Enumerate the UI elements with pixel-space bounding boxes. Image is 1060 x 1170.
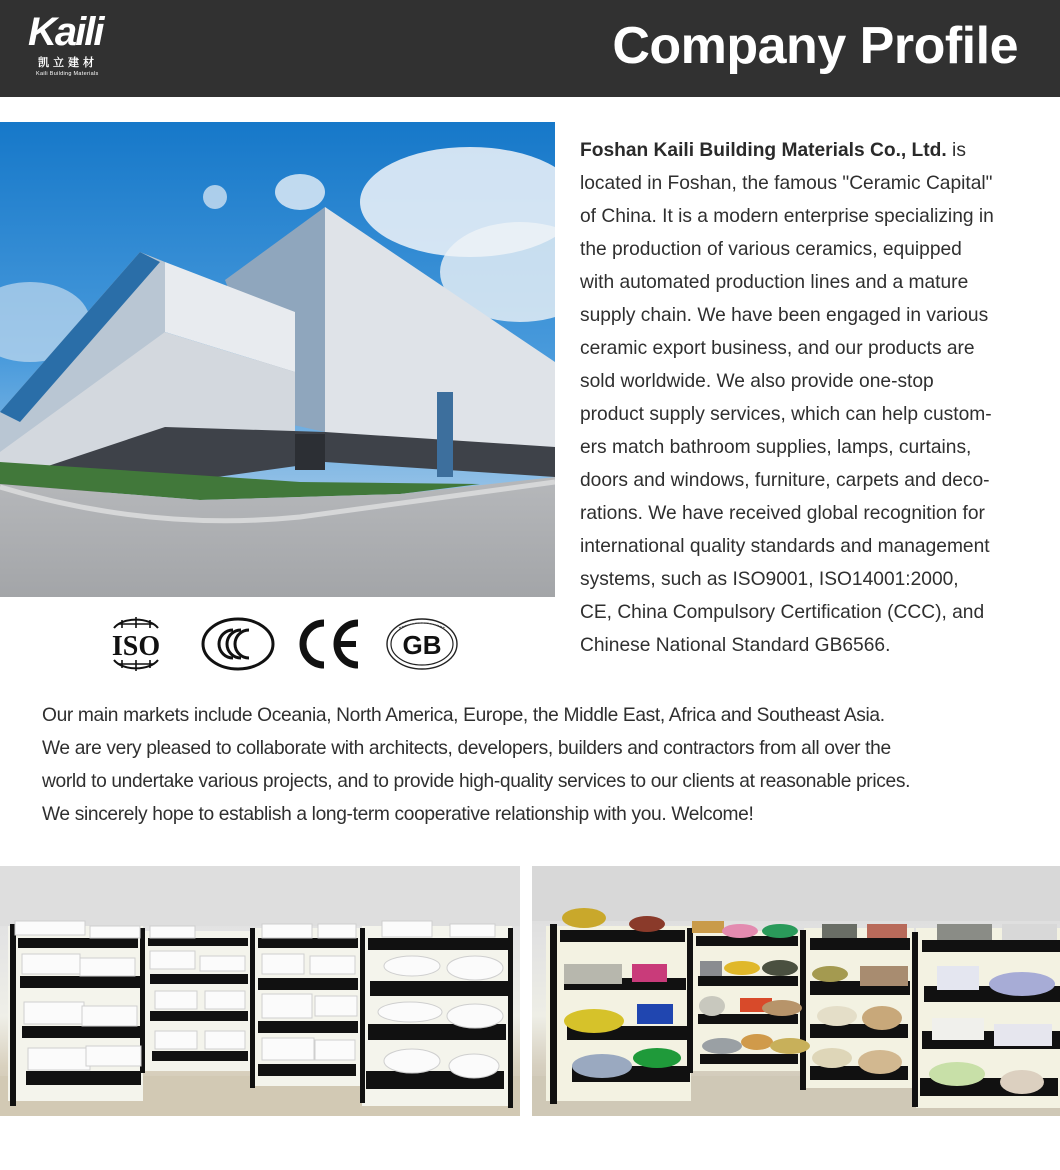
header-bar: [0, 0, 1060, 97]
intro-line: product supply services, which can help custom-: [580, 404, 992, 425]
markets-paragraph: [42, 699, 1022, 831]
markets-line: Our main markets include Oceania, North America, Europe, the Middle East, Africa and Southeast Asia.: [42, 705, 885, 726]
svg-text:GB: GB: [402, 630, 442, 660]
intro-line: rations. We have received global recognition for: [580, 503, 985, 524]
intro-line: located in Foshan, the famous "Ceramic Capital": [580, 173, 993, 194]
intro-line: Chinese National Standard GB6566.: [580, 635, 891, 656]
intro-line-1: Foshan Kaili Building Materials Co., Ltd. is: [580, 140, 966, 161]
company-intro-text: [580, 134, 1020, 662]
intro-line: international quality standards and management: [580, 536, 990, 557]
intro-line: ers match bathroom supplies, lamps, curtains,: [580, 437, 972, 458]
certification-logos: [98, 612, 468, 676]
svg-text:ISO: ISO: [111, 631, 161, 662]
ce-logo: [298, 612, 362, 676]
page-title: Company Profile: [612, 17, 1018, 75]
ccc-icon: [201, 616, 275, 672]
colorful-basin-shelves-illustration: [532, 866, 1060, 1116]
gb-logo: [384, 612, 460, 676]
intro-line: the production of various ceramics, equipped: [580, 239, 962, 260]
intro-line: supply chain. We have been engaged in various: [580, 305, 989, 326]
intro-line: systems, such as ISO9001, ISO14001:2000,: [580, 569, 959, 590]
markets-line: world to undertake various projects, and to provide high-quality services to our clients at reasonable prices.: [42, 771, 911, 792]
iso-icon: [100, 614, 172, 674]
factory-photo: [0, 122, 555, 597]
logo-chinese-name: 凯立建材: [38, 57, 98, 69]
intro-line: ceramic export business, and our products are: [580, 338, 975, 359]
intro-line: CE, China Compulsory Certification (CCC), and: [580, 602, 985, 623]
factory-illustration: [0, 122, 555, 597]
showroom-photo-colorful-basins: [532, 866, 1060, 1116]
markets-line: We sincerely hope to establish a long-term cooperative relationship with you. Welcome!: [42, 804, 754, 825]
intro-line: sold worldwide. We also provide one-stop: [580, 371, 934, 392]
kaili-logo: [28, 12, 128, 80]
company-name: Foshan Kaili Building Materials Co., Ltd.: [580, 140, 947, 161]
logo-subtitle: Kaili Building Materials: [36, 71, 99, 77]
intro-line: doors and windows, furniture, carpets and deco-: [580, 470, 990, 491]
iso-logo: [98, 612, 174, 676]
intro-line: of China. It is a modern enterprise specializing in: [580, 206, 994, 227]
logo-wordmark: Kaili: [28, 10, 103, 54]
ccc-logo: [200, 612, 276, 676]
intro-line: with automated production lines and a mature: [580, 272, 969, 293]
markets-line: We are very pleased to collaborate with architects, developers, builders and contractors from all over the: [42, 738, 891, 759]
showroom-photo-white-basins: [0, 866, 520, 1116]
white-basin-shelves-illustration: [0, 866, 520, 1116]
ce-icon: [298, 619, 362, 669]
gb-icon: [385, 616, 459, 672]
